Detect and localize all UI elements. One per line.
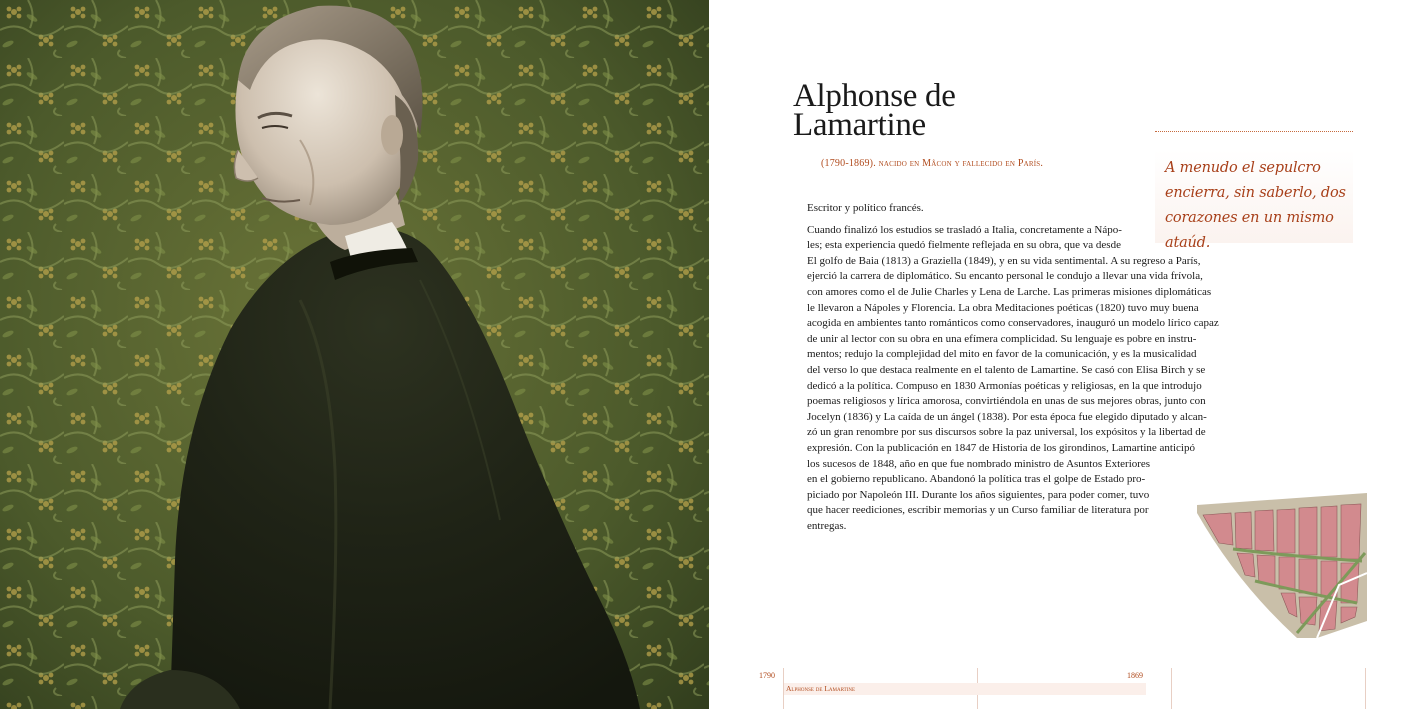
body-line: les; esta experiencia quedó fielmente reflejada en su obra, que va desde: [807, 239, 1121, 252]
timeline-end-year: 1869: [1127, 671, 1143, 680]
title-line-2: Lamartine: [793, 107, 926, 143]
dates-subtitle: (1790-1869). nacido en Mâcon y fallecido en París.: [821, 158, 1044, 169]
quote-text: A menudo el sepulcro encierra, sin saberlo, dos corazones en un mismo ataúd.: [1165, 160, 1346, 251]
body-paragraph: [807, 223, 1237, 535]
street-map: [1197, 493, 1367, 638]
body-line: con amores como el de Julie Charles y Lena de Larche. Las primeras misiones diplomáticas: [807, 285, 1212, 298]
timeline-divider: [1365, 668, 1366, 709]
body-line: Cuando finalizó los estudios se trasladó a Italia, concretamente a Nápo-: [807, 223, 1122, 236]
title-line-1: Alphonse de: [793, 78, 956, 114]
quote-divider: [1155, 131, 1353, 132]
body-line: le llevaron a Nápoles y Florencia. La obra Meditaciones poéticas (1820) tuvo muy buena: [807, 301, 1199, 314]
body-line: entregas.: [807, 519, 847, 532]
lead-paragraph: Escritor y político francés.: [807, 202, 924, 214]
timeline-start-year: 1790: [759, 671, 775, 680]
body-line: zó un gran renombre por sus discursos sobre la paz universal, los expósitos y la libertad de: [807, 426, 1206, 439]
body-line: que hacer reediciones, escribir memorias y un Curso familiar de literatura por: [807, 504, 1149, 517]
body-line: dedicó a la política. Compuso en 1830 Armonías poéticas y religiosas, en la que introdujo: [807, 379, 1202, 392]
street-map-drawing: [1197, 493, 1367, 638]
body-line: del verso lo que destaca realmente en el talento de Lamartine. Se casó con Elisa Birch y se: [807, 363, 1206, 376]
body-line: El golfo de Baia (1813) a Graziella (1849), y en su vida sentimental. A su regreso a París,: [807, 254, 1201, 267]
body-line: mentos; redujo la complejidad del mito en favor de la comunicación, y es la musicalidad: [807, 348, 1197, 361]
body-line: ejerció la carrera de diplomático. Su encanto personal le condujo a llevar una vida frívola,: [807, 270, 1203, 283]
timeline-divider: [1171, 668, 1172, 709]
page-title: [793, 78, 956, 143]
biography-text: [807, 201, 1237, 534]
body-line: expresión. Con la publicación en 1847 de Historia de los girondinos, Lamartine anticipó: [807, 441, 1195, 454]
body-line: poemas religiosos y lírica amorosa, convirtiéndola en unas de sus mejores obras, junto con: [807, 395, 1206, 408]
timeline: [759, 668, 1367, 709]
body-line: acogida en ambientes tanto románticos como conservadores, inauguró un modelo lírico capaz: [807, 317, 1219, 330]
body-line: los sucesos de 1848, año en que fue nombrado ministro de Asuntos Exteriores: [807, 457, 1151, 470]
body-line: Jocelyn (1836) y La caída de un ángel (1838). Por esta época fue elegido diputado y alcan-: [807, 410, 1207, 423]
text-page: [709, 0, 1417, 709]
timeline-label: Alphonse de Lamartine: [786, 684, 856, 693]
body-line: en el gobierno republicano. Abandonó la política tras el golpe de Estado pro-: [807, 473, 1146, 486]
body-line: piciado por Napoleón III. Durante los años siguientes, para poder comer, tuvo: [807, 488, 1150, 501]
body-line: de unir al lector con su obra en una efímera complicidad. Su lenguaje es pobre en instru-: [807, 332, 1197, 345]
